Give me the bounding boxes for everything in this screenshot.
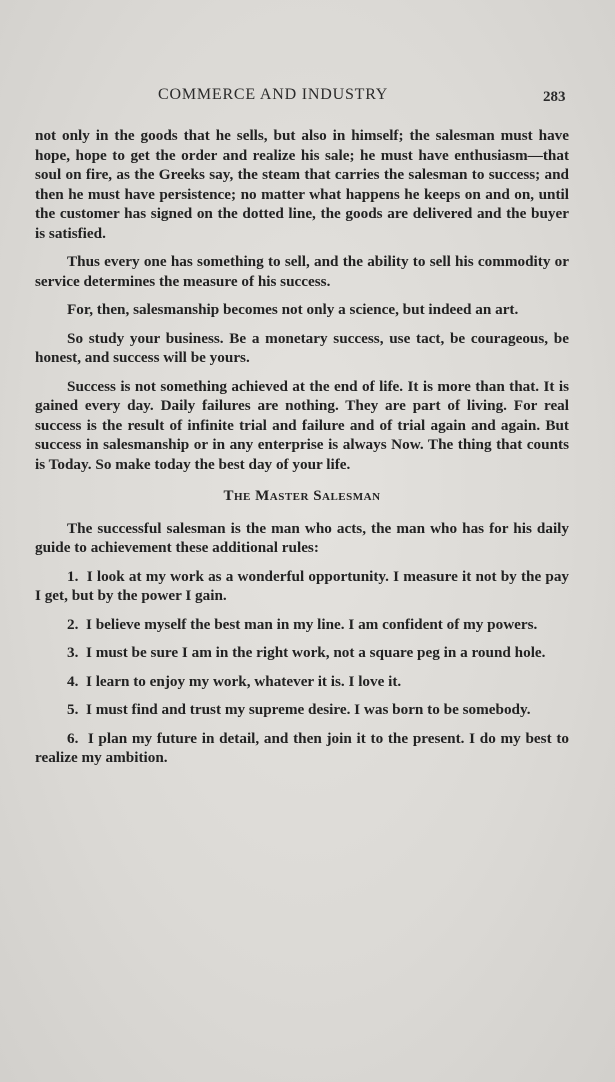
rule-number: 6. — [67, 729, 79, 747]
rule-item — [35, 729, 569, 768]
rule-number: 2. — [67, 615, 79, 633]
rule-item — [35, 700, 569, 720]
body-text — [35, 126, 569, 777]
rule-text: I believe myself the best man in my line. I am confident of my powers. — [85, 615, 538, 633]
rule-text: I look at my work as a wonderful opportunity. I measure it not by the pay I get, but by the power I gain. — [35, 567, 570, 604]
paragraph: not only in the goods that he sells, but also in himself; the salesman must have hope, hope to get the order and realize his sale; he must have enthusiasm—that soul on fire, as the Greeks say, the steam that carries the salesman to success; and then he must have persistence; no matter what happens he keeps on and on, until the customer has signed on the dotted line, the goods are delivered and the buyer is satisfied. — [35, 127, 569, 242]
rule-number: 1. — [67, 567, 79, 585]
page-number: 283 — [543, 89, 566, 105]
rule-number: 4. — [67, 672, 79, 690]
section-title: The Master Salesman — [223, 488, 381, 504]
running-head: COMMERCE AND INDUSTRY — [158, 86, 389, 103]
paragraph: Thus every one has something to sell, and the ability to sell his commodity or service determines the measure of his success. — [35, 253, 569, 290]
rule-number: 5. — [67, 701, 79, 718]
rule-item — [35, 672, 569, 692]
page-header — [0, 86, 615, 110]
rule-text: I must be sure I am in the right work, not a square peg in a round hole. — [85, 644, 546, 661]
rule-item — [35, 567, 569, 606]
paragraph: The successful salesman is the man who acts, the man who has for his daily guide to achievement these additional rules: — [35, 519, 569, 556]
rule-number: 3. — [67, 644, 79, 661]
rule-text: I must find and trust my supreme desire. I was born to be somebody. — [85, 701, 531, 718]
paragraph: So study your business. Be a monetary success, use tact, be courageous, be honest, and success will be yours. — [35, 329, 569, 366]
rule-text: I plan my future in detail, and then join it to the present. I do my best to realize my ambition. — [35, 729, 569, 766]
paragraph: For, then, salesmanship becomes not only a science, but indeed an art. — [67, 301, 519, 318]
paragraph: Success is not something achieved at the end of life. It is more than that. It is gained every day. Daily failures are nothing. They are part of living. For real success is the result of infinite trial and failure and of trial again and again. But success in salesmanship or in any enterprise is always Now. The thing that counts is Today. So make today the best day of your life. — [35, 377, 569, 473]
rule-item — [35, 643, 569, 663]
rule-text: I learn to enjoy my work, whatever it is. I love it. — [85, 672, 402, 690]
rule-item — [35, 615, 569, 635]
